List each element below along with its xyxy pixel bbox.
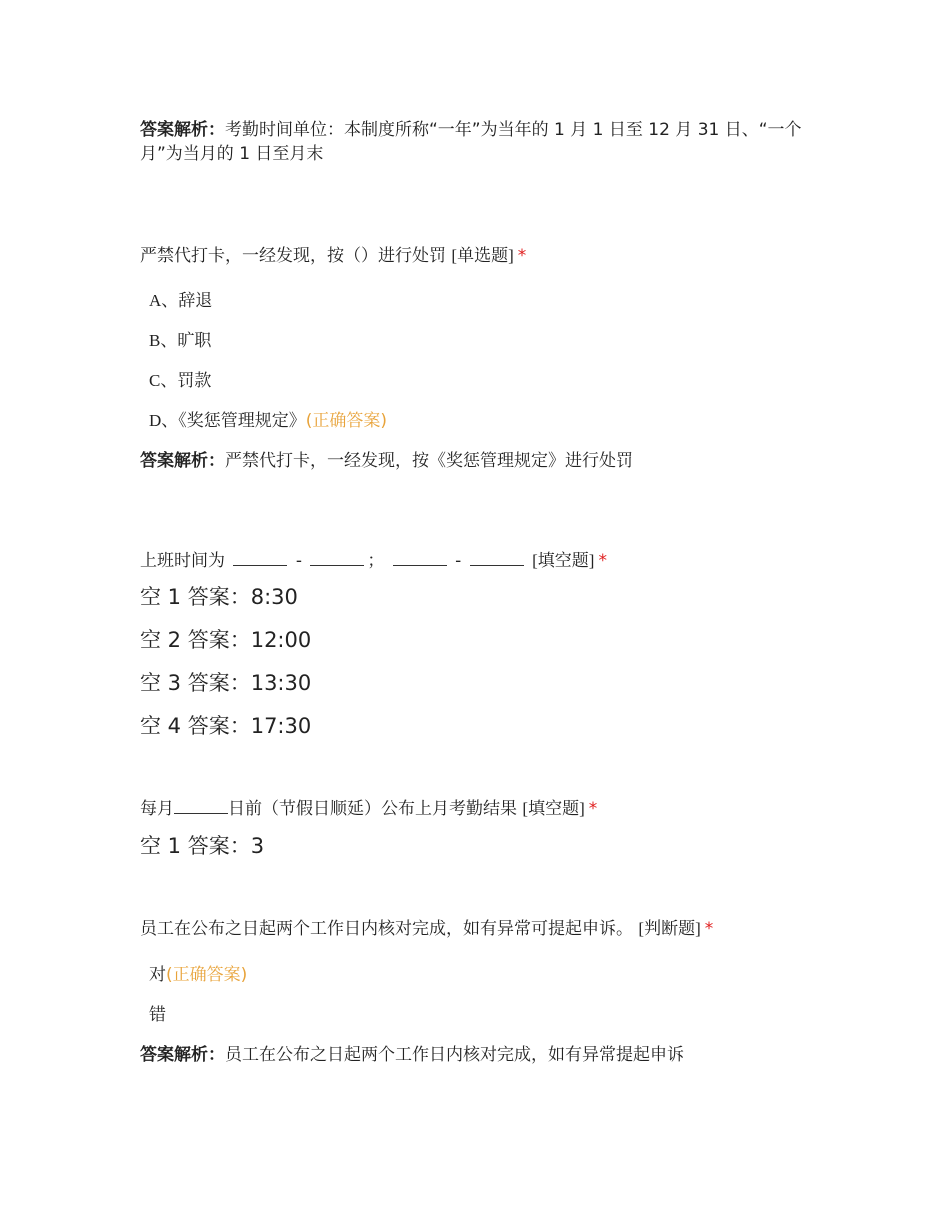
question-single-choice bbox=[140, 244, 820, 473]
survey-page bbox=[140, 118, 820, 1067]
question-text: 上班时间为 bbox=[140, 551, 225, 571]
required-mark: * bbox=[598, 551, 607, 571]
option-false[interactable] bbox=[149, 1003, 820, 1027]
required-mark: * bbox=[588, 799, 598, 819]
question-fill-blank bbox=[140, 549, 820, 740]
blank-answer-2: 空 2 答案：12:00 bbox=[140, 628, 312, 652]
blank-answer-4: 空 4 答案：17:30 bbox=[140, 714, 312, 738]
option-letter: A bbox=[149, 291, 162, 310]
option-letter: B bbox=[149, 331, 161, 350]
answer-analysis bbox=[140, 1043, 820, 1067]
option-text: 、旷职 bbox=[160, 331, 212, 351]
option-text: 错 bbox=[149, 1005, 166, 1025]
required-mark: * bbox=[517, 246, 527, 266]
analysis-text: 员工在公布之日起两个工作日内核对完成，如有异常提起申诉 bbox=[225, 1045, 684, 1065]
blank-answer-1: 空 1 答案：8:30 bbox=[140, 585, 298, 609]
analysis-label: 答案解析： bbox=[140, 451, 225, 471]
blank-answer-1: 空 1 答案：3 bbox=[140, 834, 265, 858]
analysis-label: 答案解析： bbox=[140, 1045, 225, 1065]
blank-1 bbox=[174, 797, 228, 814]
question-fill-blank bbox=[140, 797, 820, 860]
blank-1 bbox=[233, 549, 287, 566]
separator: - bbox=[455, 551, 462, 571]
option-letter: C bbox=[149, 371, 161, 390]
question-text: 员工在公布之日起两个工作日内核对完成，如有异常可提起申诉。 bbox=[140, 919, 633, 939]
option-text: 、罚款 bbox=[160, 371, 212, 391]
question-title bbox=[140, 917, 820, 941]
option-true[interactable] bbox=[149, 963, 820, 987]
separator: ； bbox=[367, 551, 385, 571]
option-a[interactable] bbox=[149, 289, 820, 313]
blank-4 bbox=[470, 549, 524, 566]
question-text-prefix: 每月 bbox=[140, 799, 174, 819]
analysis-text: 严禁代打卡，一经发现，按《奖惩管理规定》进行处罚 bbox=[225, 451, 633, 471]
blank-answer-3: 空 3 答案：13:30 bbox=[140, 671, 312, 695]
analysis-text: 考勤时间单位：本制度所称“一年”为当年的 1 月 1 日至 12 月 31 日、“一个月”为当月的 1 日至月末 bbox=[140, 120, 802, 164]
correct-answer-tag: (正确答案) bbox=[166, 965, 248, 985]
option-c[interactable] bbox=[149, 369, 820, 393]
question-text-suffix: 日前（节假日顺延）公布上月考勤结果 bbox=[228, 799, 517, 819]
blank-2 bbox=[310, 549, 364, 566]
option-letter: D bbox=[149, 411, 162, 430]
question-title bbox=[140, 244, 820, 268]
question-type: [判断题] bbox=[638, 919, 701, 938]
required-mark: * bbox=[704, 919, 714, 939]
question-title bbox=[140, 797, 820, 821]
question-type: [单选题] bbox=[451, 246, 514, 265]
blank-3 bbox=[393, 549, 447, 566]
answer-analysis bbox=[140, 449, 820, 473]
analysis-label: 答案解析： bbox=[140, 120, 225, 140]
option-text: 、《奖惩管理规定》 bbox=[161, 411, 306, 431]
question-true-false bbox=[140, 917, 820, 1067]
option-text: 对 bbox=[149, 965, 166, 985]
option-d[interactable] bbox=[149, 409, 820, 433]
question-title bbox=[140, 549, 820, 573]
correct-answer-tag: (正确答案) bbox=[305, 411, 388, 431]
separator: - bbox=[295, 551, 302, 571]
option-b[interactable] bbox=[149, 329, 820, 353]
question-type: [填空题] bbox=[522, 799, 585, 818]
option-text: 、辞退 bbox=[161, 291, 213, 311]
question-text: 严禁代打卡，一经发现，按（）进行处罚 bbox=[140, 246, 446, 266]
question-type: [填空题] bbox=[532, 551, 595, 570]
answer-analysis-1 bbox=[140, 118, 820, 166]
